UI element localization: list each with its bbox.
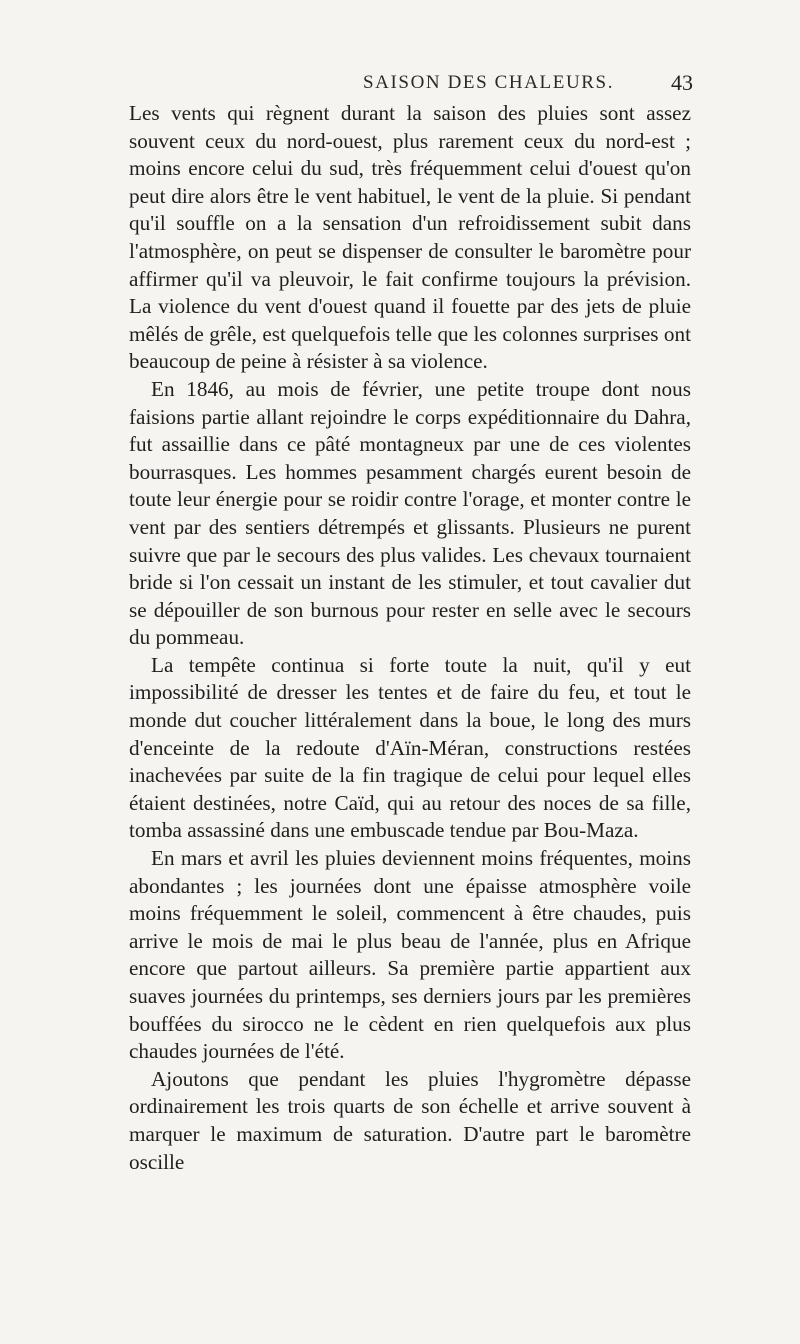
page-header [0, 72, 800, 100]
paragraph: En 1846, au mois de février, une petite troupe dont nous faisions partie allant rejoindre le corps expéditionnaire du Dahra, fut assaillie dans ce pâté montagneux par une de ces violentes bourrasques. Les hommes pesamment chargés eurent besoin de toute leur énergie pour se roidir contre l'orage, et monter contre le vent par des sentiers détrempés et glissants. Plusieurs ne purent suivre que par le secours des plus valides. Les chevaux tournaient bride si l'on cessait un instant de les stimuler, et tout cavalier dut se dépouiller de son burnous pour rester en selle avec le secours du pommeau. [129, 376, 691, 650]
running-title: SAISON DES CHALEURS. [363, 72, 615, 93]
body-text [129, 100, 691, 1176]
paragraph: La tempête continua si forte toute la nuit, qu'il y eut impossibilité de dresser les tentes et de faire du feu, et tout le monde dut coucher littéralement dans la boue, le long des murs d'enceinte de la redoute d'Aïn-Méran, constructions restées inachevées par suite de la fin tragique de celui pour lequel elles étaient destinées, notre Caïd, qui au retour des noces de sa fille, tomba assassiné dans une embuscade tendue par Bou-Maza. [129, 652, 691, 843]
paragraph: En mars et avril les pluies deviennent moins fréquentes, moins abondantes ; les journées dont une épaisse atmosphère voile moins fréquemment le soleil, commencent à être chaudes, puis arrive le mois de mai le plus beau de l'année, plus en Afrique encore que partout ailleurs. Sa première partie appartient aux suaves journées du printemps, ses derniers jours par les premières bouffées du sirocco ne le cèdent en rien quelquefois aux plus chaudes journées de l'été. [129, 846, 691, 1064]
paragraph: Les vents qui règnent durant la saison des pluies sont assez souvent ceux du nord-ouest, plus rarement ceux du nord-est ; moins encore celui du sud, très fréquemment celui d'ouest qu'on peut dire alors être le vent habituel, le vent de la pluie. Si pendant qu'il souffle on a la sensation d'un refroidissement subit dans l'atmosphère, on peut se dispenser de consulter le baromètre pour affirmer qu'il va pleuvoir, le fait confirme toujours la prévision. La violence du vent d'ouest quand il fouette par des jets de pluie mêlés de grêle, est quelquefois telle que les colonnes surprises ont beaucoup de peine à résister à sa violence. [129, 101, 691, 374]
page-number: 43 [671, 70, 693, 95]
paragraph: Ajoutons que pendant les pluies l'hygromètre dépasse ordinairement les trois quarts de son échelle et arrive souvent à marquer le maximum de saturation. D'autre part le baromètre oscille [129, 1066, 691, 1174]
